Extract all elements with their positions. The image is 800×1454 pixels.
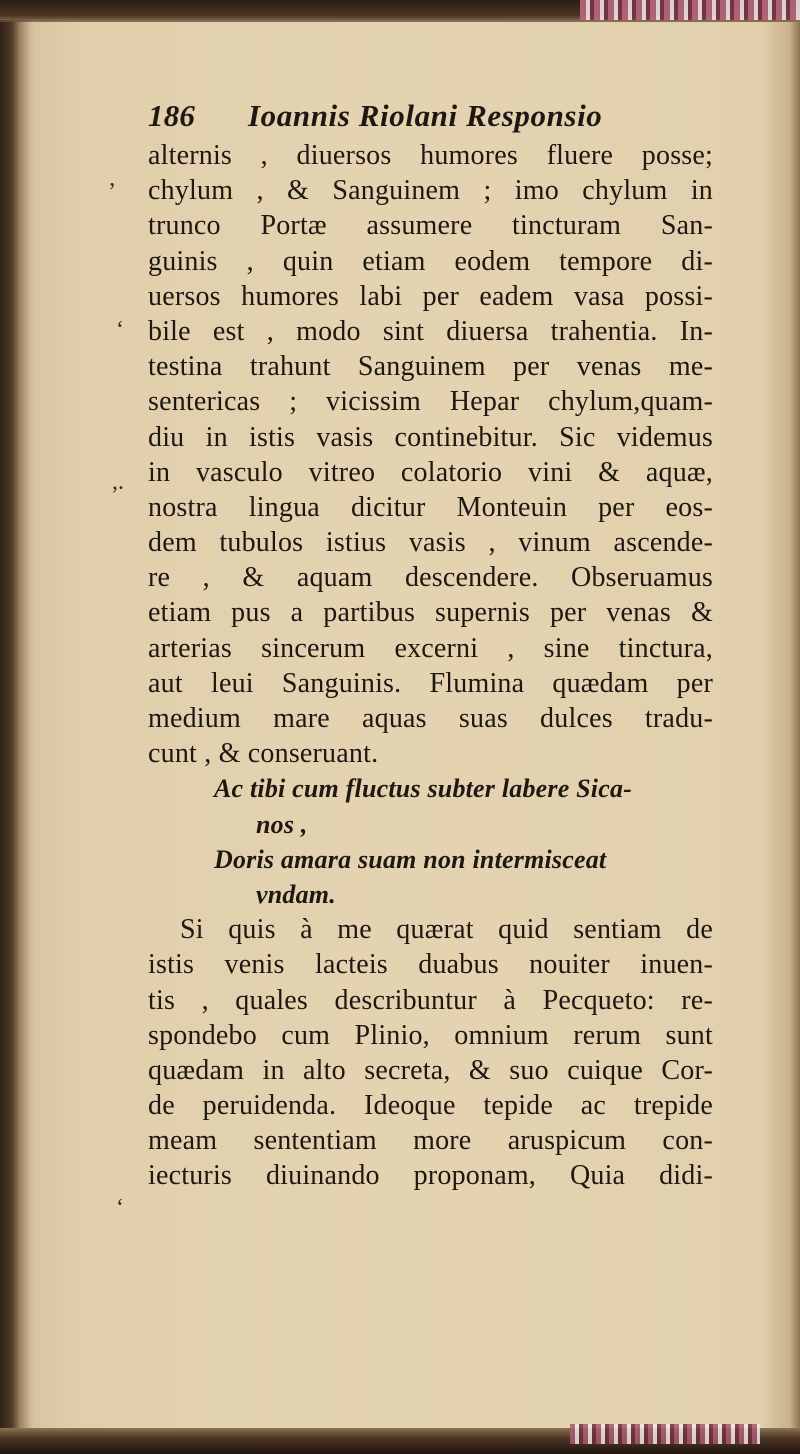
text-line: uersos humores labi per eadem vasa possi-	[148, 280, 713, 312]
margin-mark: ‘	[116, 317, 124, 343]
running-title: Ioannis Riolani Responsio	[248, 98, 603, 133]
text-line: tis , quales describuntur à Pecqueto: re-	[148, 984, 713, 1016]
headband-decoration	[580, 0, 800, 20]
text-line: spondebo cum Plinio, omnium rerum sunt	[148, 1019, 713, 1051]
text-line: bile est , modo sint diuersa trahentia. In-	[148, 315, 713, 347]
text-line: guinis , quin etiam eodem tempore di-	[148, 245, 713, 277]
margin-mark: ,.	[112, 469, 124, 495]
verse-line: Ac tibi cum fluctus subter labere Sica-	[214, 774, 633, 804]
text-line: chylum , & Sanguinem ; imo chylum in	[148, 175, 713, 207]
text-line: quædam in alto secreta, & suo cuique Cor-	[148, 1054, 713, 1086]
text-line: meam sententiam more aruspicum con-	[148, 1125, 713, 1157]
text-line: medium mare aquas suas dulces tradu-	[148, 703, 713, 734]
text-line: aut leui Sanguinis. Flumina quædam per	[148, 667, 713, 699]
text-line: cunt , & conseruant.	[148, 738, 379, 770]
text-line: istis venis lacteis duabus nouiter inuen-	[148, 949, 713, 981]
text-line: iecturis diuinando proponam, Quia didi-	[148, 1160, 713, 1192]
text-line: dem tubulos istius vasis , vinum ascende-	[148, 527, 713, 559]
text-line: in vasculo vitreo colatorio vini & aquæ,	[148, 456, 713, 488]
text-line: re , & aquam descendere. Obseruamus	[148, 562, 713, 594]
text-line: sentericas ; vicissim Hepar chylum,quam-	[148, 386, 713, 418]
text-line: Si quis à me quærat quid sentiam de	[180, 914, 713, 946]
text-line: etiam pus a partibus supernis per venas &	[148, 597, 713, 629]
page-number: 186	[148, 98, 196, 133]
tailband-decoration	[570, 1424, 760, 1444]
verse-line: vndam.	[256, 879, 336, 909]
running-head	[148, 93, 713, 138]
text-line: trunco Portæ assumere tincturam San-	[148, 210, 713, 242]
text-line: arterias sincerum excerni , sine tinctura,	[148, 632, 713, 664]
text-line: de peruidenda. Ideoque tepide ac trepide	[148, 1090, 713, 1122]
text-line: testina trahunt Sanguinem per venas me-	[148, 351, 713, 383]
page-text-block	[148, 93, 713, 1194]
text-line: alternis , diuersos humores fluere posse;	[148, 140, 713, 171]
text-line: diu in istis vasis continebitur. Sic videmus	[148, 421, 713, 453]
gutter-shadow	[0, 20, 34, 1430]
margin-mark: ‘	[116, 1195, 124, 1221]
verse-line: Doris amara suam non intermisceat	[214, 844, 607, 874]
margin-mark: ’	[108, 179, 116, 205]
verse-line: nos ,	[256, 809, 308, 839]
text-line: nostra lingua dicitur Monteuin per eos-	[148, 491, 713, 523]
